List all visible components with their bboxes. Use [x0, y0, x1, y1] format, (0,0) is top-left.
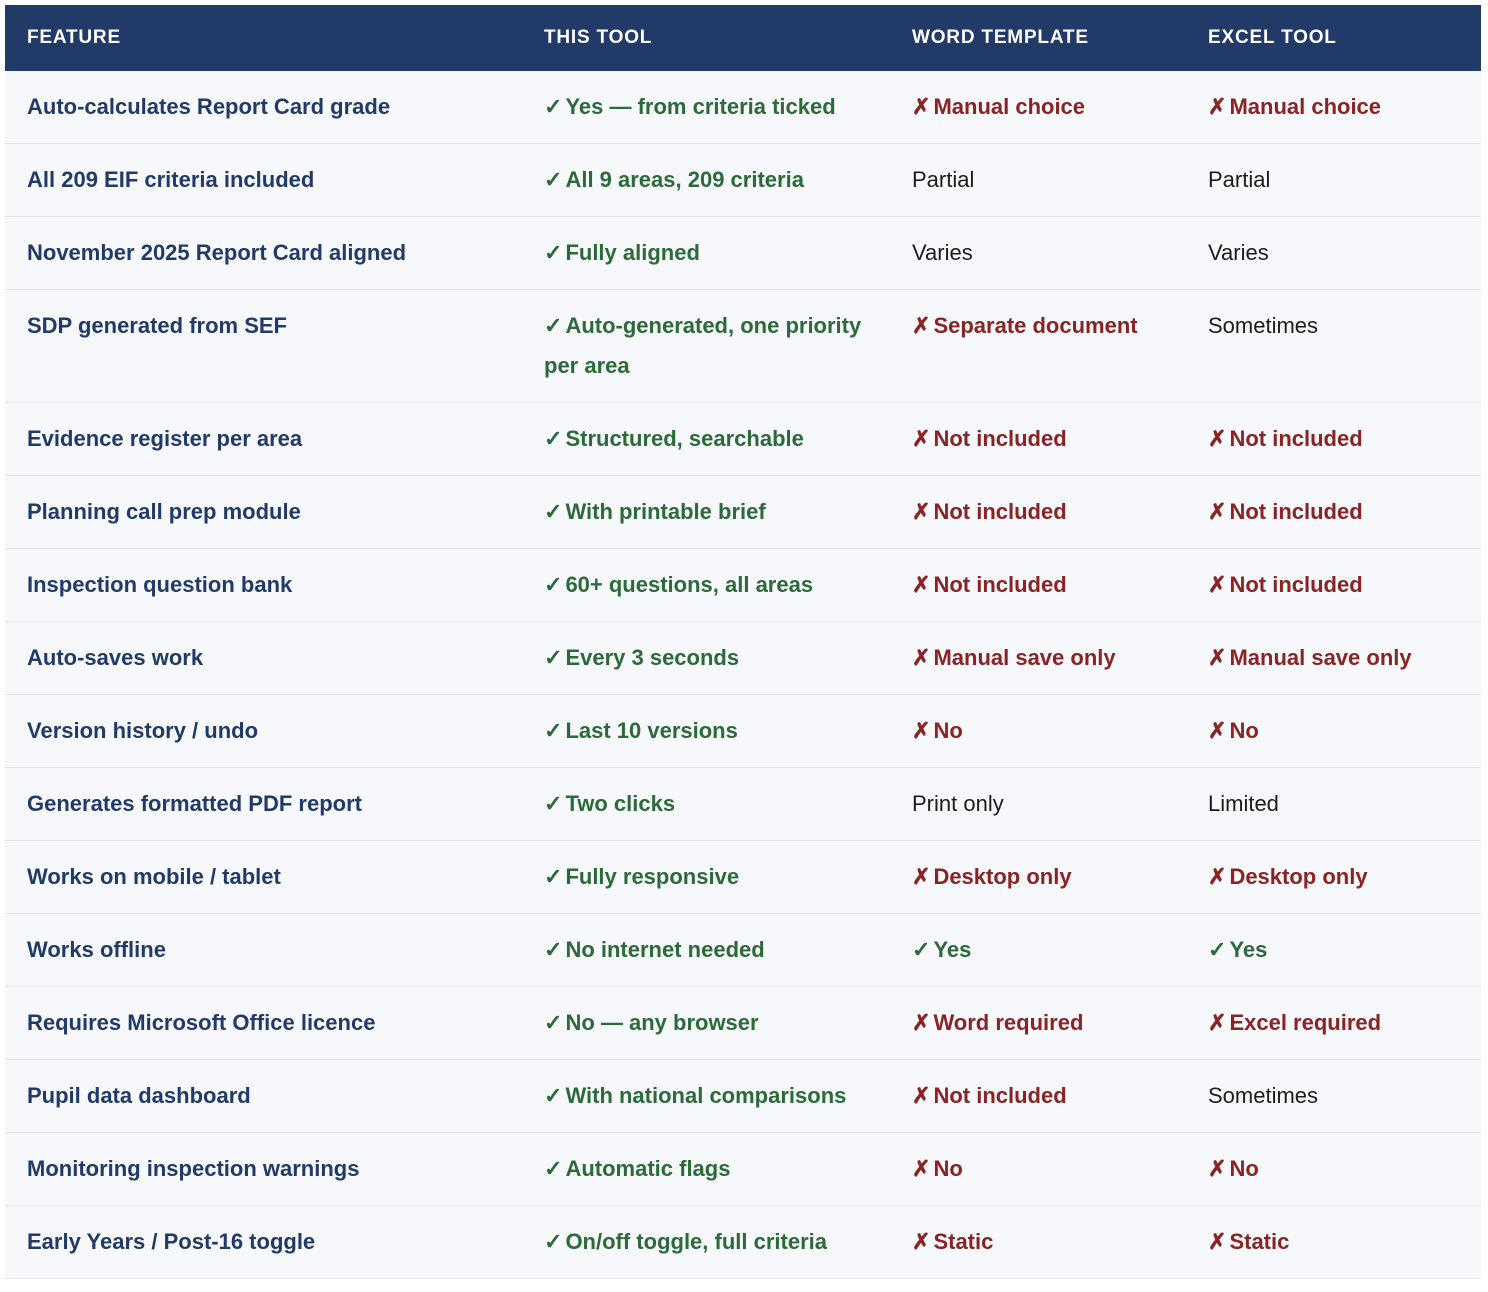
- header-feature: FEATURE: [27, 27, 121, 48]
- cell-text: Not included: [933, 426, 1067, 451]
- this-tool-cell: [522, 987, 890, 1059]
- table-row: [5, 1060, 1481, 1133]
- cross-icon: ✗: [1208, 1156, 1227, 1181]
- cell-text: Not included: [1229, 426, 1363, 451]
- cross-icon: ✗: [1208, 1229, 1227, 1254]
- check-icon: ✓: [544, 864, 563, 889]
- feature-cell: Planning call prep module: [27, 499, 301, 524]
- cell-text: Static: [933, 1229, 994, 1254]
- table-row: [5, 290, 1481, 403]
- cross-icon: ✗: [912, 1083, 931, 1108]
- cell-text: Partial: [912, 167, 975, 192]
- feature-cell: Works offline: [27, 937, 166, 962]
- check-icon: ✓: [544, 572, 563, 597]
- check-icon: ✓: [544, 718, 563, 743]
- table-row: [5, 403, 1481, 476]
- word-template-cell: [890, 695, 1186, 767]
- check-icon: ✓: [544, 1010, 563, 1035]
- excel-tool-cell: [1186, 987, 1481, 1059]
- excel-tool-cell: [1186, 403, 1481, 475]
- check-icon: ✓: [544, 645, 563, 670]
- word-template-cell: [890, 622, 1186, 694]
- cell-text: Yes — from criteria ticked: [565, 94, 836, 119]
- excel-tool-cell: [1186, 841, 1481, 913]
- cross-icon: ✗: [912, 864, 931, 889]
- feature-cell: Pupil data dashboard: [27, 1083, 251, 1108]
- table-row: [5, 549, 1481, 622]
- cross-icon: ✗: [912, 1156, 931, 1181]
- this-tool-cell: [522, 71, 890, 143]
- word-template-cell: [890, 1206, 1186, 1278]
- cell-text: Two clicks: [565, 791, 676, 816]
- comparison-table: [5, 5, 1481, 1279]
- word-template-cell: [890, 1133, 1186, 1205]
- check-icon: ✓: [1208, 937, 1227, 962]
- cross-icon: ✗: [912, 718, 931, 743]
- cell-text: Not included: [1229, 499, 1363, 524]
- table-row: [5, 217, 1481, 290]
- word-template-cell: [890, 987, 1186, 1059]
- table-row: [5, 1206, 1481, 1279]
- feature-cell: Version history / undo: [27, 718, 259, 743]
- cell-text: Manual choice: [1229, 94, 1382, 119]
- cell-text: Partial: [1208, 167, 1271, 192]
- cell-text: Yes: [1229, 937, 1268, 962]
- cell-text: No: [933, 1156, 963, 1181]
- header-this-tool: THIS TOOL: [544, 27, 653, 48]
- excel-tool-cell: [1186, 144, 1481, 216]
- cell-text: With printable brief: [565, 499, 766, 524]
- excel-tool-cell: [1186, 768, 1481, 840]
- cell-text: No: [1229, 718, 1259, 743]
- feature-cell: Works on mobile / tablet: [27, 864, 281, 889]
- this-tool-cell: [522, 914, 890, 986]
- feature-cell: Auto-saves work: [27, 645, 204, 670]
- table-row: [5, 914, 1481, 987]
- feature-cell: Early Years / Post-16 toggle: [27, 1229, 316, 1254]
- feature-cell: SDP generated from SEF: [27, 313, 287, 338]
- header-excel-tool: EXCEL TOOL: [1208, 27, 1337, 48]
- check-icon: ✓: [544, 313, 563, 338]
- cell-text: Manual save only: [1229, 645, 1412, 670]
- cross-icon: ✗: [912, 1010, 931, 1035]
- cross-icon: ✗: [912, 426, 931, 451]
- table-row: [5, 1133, 1481, 1206]
- cross-icon: ✗: [1208, 864, 1227, 889]
- word-template-cell: [890, 144, 1186, 216]
- cell-text: Separate document: [933, 313, 1138, 338]
- cross-icon: ✗: [1208, 572, 1227, 597]
- excel-tool-cell: [1186, 1133, 1481, 1205]
- cell-text: No — any browser: [565, 1010, 759, 1035]
- this-tool-cell: [522, 217, 890, 289]
- cell-text: Automatic flags: [565, 1156, 731, 1181]
- cross-icon: ✗: [912, 1229, 931, 1254]
- cross-icon: ✗: [1208, 645, 1227, 670]
- check-icon: ✓: [544, 937, 563, 962]
- cell-text: Structured, searchable: [565, 426, 804, 451]
- check-icon: ✓: [544, 426, 563, 451]
- cell-text: Yes: [933, 937, 972, 962]
- cell-text: Not included: [1229, 572, 1363, 597]
- cell-text: Limited: [1208, 791, 1279, 816]
- word-template-cell: [890, 217, 1186, 289]
- cross-icon: ✗: [1208, 718, 1227, 743]
- check-icon: ✓: [544, 167, 563, 192]
- excel-tool-cell: [1186, 1060, 1481, 1132]
- excel-tool-cell: [1186, 622, 1481, 694]
- cell-text: Desktop only: [933, 864, 1072, 889]
- cell-text: Not included: [933, 572, 1067, 597]
- this-tool-cell: [522, 1206, 890, 1278]
- cell-text: 60+ questions, all areas: [565, 572, 814, 597]
- excel-tool-cell: [1186, 476, 1481, 548]
- word-template-cell: [890, 841, 1186, 913]
- cross-icon: ✗: [912, 572, 931, 597]
- word-template-cell: [890, 403, 1186, 475]
- this-tool-cell: [522, 1133, 890, 1205]
- table-row: [5, 71, 1481, 144]
- check-icon: ✓: [544, 240, 563, 265]
- feature-cell: Monitoring inspection warnings: [27, 1156, 360, 1181]
- feature-cell: Inspection question bank: [27, 572, 293, 597]
- table-row: [5, 987, 1481, 1060]
- this-tool-cell: [522, 144, 890, 216]
- cross-icon: ✗: [1208, 94, 1227, 119]
- excel-tool-cell: [1186, 1206, 1481, 1278]
- cell-text: Word required: [933, 1010, 1084, 1035]
- cell-text: Auto-generated, one priority per area: [544, 313, 862, 378]
- cell-text: Print only: [912, 791, 1004, 816]
- word-template-cell: [890, 549, 1186, 621]
- cell-text: Not included: [933, 499, 1067, 524]
- cell-text: Not included: [933, 1083, 1067, 1108]
- word-template-cell: [890, 768, 1186, 840]
- cross-icon: ✗: [1208, 1010, 1227, 1035]
- cross-icon: ✗: [912, 499, 931, 524]
- this-tool-cell: [522, 768, 890, 840]
- cell-text: Excel required: [1229, 1010, 1382, 1035]
- excel-tool-cell: [1186, 290, 1481, 362]
- word-template-cell: [890, 1060, 1186, 1132]
- cell-text: Varies: [912, 240, 973, 265]
- feature-cell: November 2025 Report Card aligned: [27, 240, 407, 265]
- check-icon: ✓: [544, 1156, 563, 1181]
- table-row: [5, 144, 1481, 217]
- excel-tool-cell: [1186, 217, 1481, 289]
- this-tool-cell: [522, 549, 890, 621]
- table-body: [5, 71, 1481, 1279]
- excel-tool-cell: [1186, 71, 1481, 143]
- check-icon: ✓: [912, 937, 931, 962]
- cell-text: With national comparisons: [565, 1083, 847, 1108]
- feature-cell: Generates formatted PDF report: [27, 791, 362, 816]
- cell-text: No: [933, 718, 963, 743]
- cross-icon: ✗: [912, 645, 931, 670]
- cell-text: Sometimes: [1208, 1083, 1319, 1108]
- this-tool-cell: [522, 403, 890, 475]
- cell-text: Manual save only: [933, 645, 1116, 670]
- excel-tool-cell: [1186, 914, 1481, 986]
- table-row: [5, 476, 1481, 549]
- word-template-cell: [890, 476, 1186, 548]
- check-icon: ✓: [544, 94, 563, 119]
- cross-icon: ✗: [912, 313, 931, 338]
- this-tool-cell: [522, 290, 890, 402]
- check-icon: ✓: [544, 1229, 563, 1254]
- cell-text: Every 3 seconds: [565, 645, 740, 670]
- table-row: [5, 622, 1481, 695]
- cell-text: No internet needed: [565, 937, 765, 962]
- this-tool-cell: [522, 1060, 890, 1132]
- this-tool-cell: [522, 622, 890, 694]
- header-word-template: WORD TEMPLATE: [912, 27, 1089, 48]
- cell-text: No: [1229, 1156, 1259, 1181]
- cell-text: All 9 areas, 209 criteria: [565, 167, 804, 192]
- feature-cell: Evidence register per area: [27, 426, 303, 451]
- word-template-cell: [890, 914, 1186, 986]
- cell-text: Varies: [1208, 240, 1269, 265]
- cell-text: Fully aligned: [565, 240, 700, 265]
- cross-icon: ✗: [912, 94, 931, 119]
- this-tool-cell: [522, 841, 890, 913]
- feature-cell: Auto-calculates Report Card grade: [27, 94, 391, 119]
- table-row: [5, 695, 1481, 768]
- this-tool-cell: [522, 695, 890, 767]
- this-tool-cell: [522, 476, 890, 548]
- cross-icon: ✗: [1208, 499, 1227, 524]
- excel-tool-cell: [1186, 549, 1481, 621]
- cross-icon: ✗: [1208, 426, 1227, 451]
- cell-text: Fully responsive: [565, 864, 740, 889]
- table-row: [5, 768, 1481, 841]
- check-icon: ✓: [544, 499, 563, 524]
- feature-cell: All 209 EIF criteria included: [27, 167, 315, 192]
- cell-text: On/off toggle, full criteria: [565, 1229, 827, 1254]
- cell-text: Desktop only: [1229, 864, 1368, 889]
- excel-tool-cell: [1186, 695, 1481, 767]
- cell-text: Static: [1229, 1229, 1290, 1254]
- check-icon: ✓: [544, 791, 563, 816]
- cell-text: Last 10 versions: [565, 718, 738, 743]
- cell-text: Manual choice: [933, 94, 1086, 119]
- cell-text: Sometimes: [1208, 313, 1319, 338]
- table-header: [5, 5, 1481, 71]
- feature-cell: Requires Microsoft Office licence: [27, 1010, 376, 1035]
- word-template-cell: [890, 290, 1186, 362]
- check-icon: ✓: [544, 1083, 563, 1108]
- table-row: [5, 841, 1481, 914]
- word-template-cell: [890, 71, 1186, 143]
